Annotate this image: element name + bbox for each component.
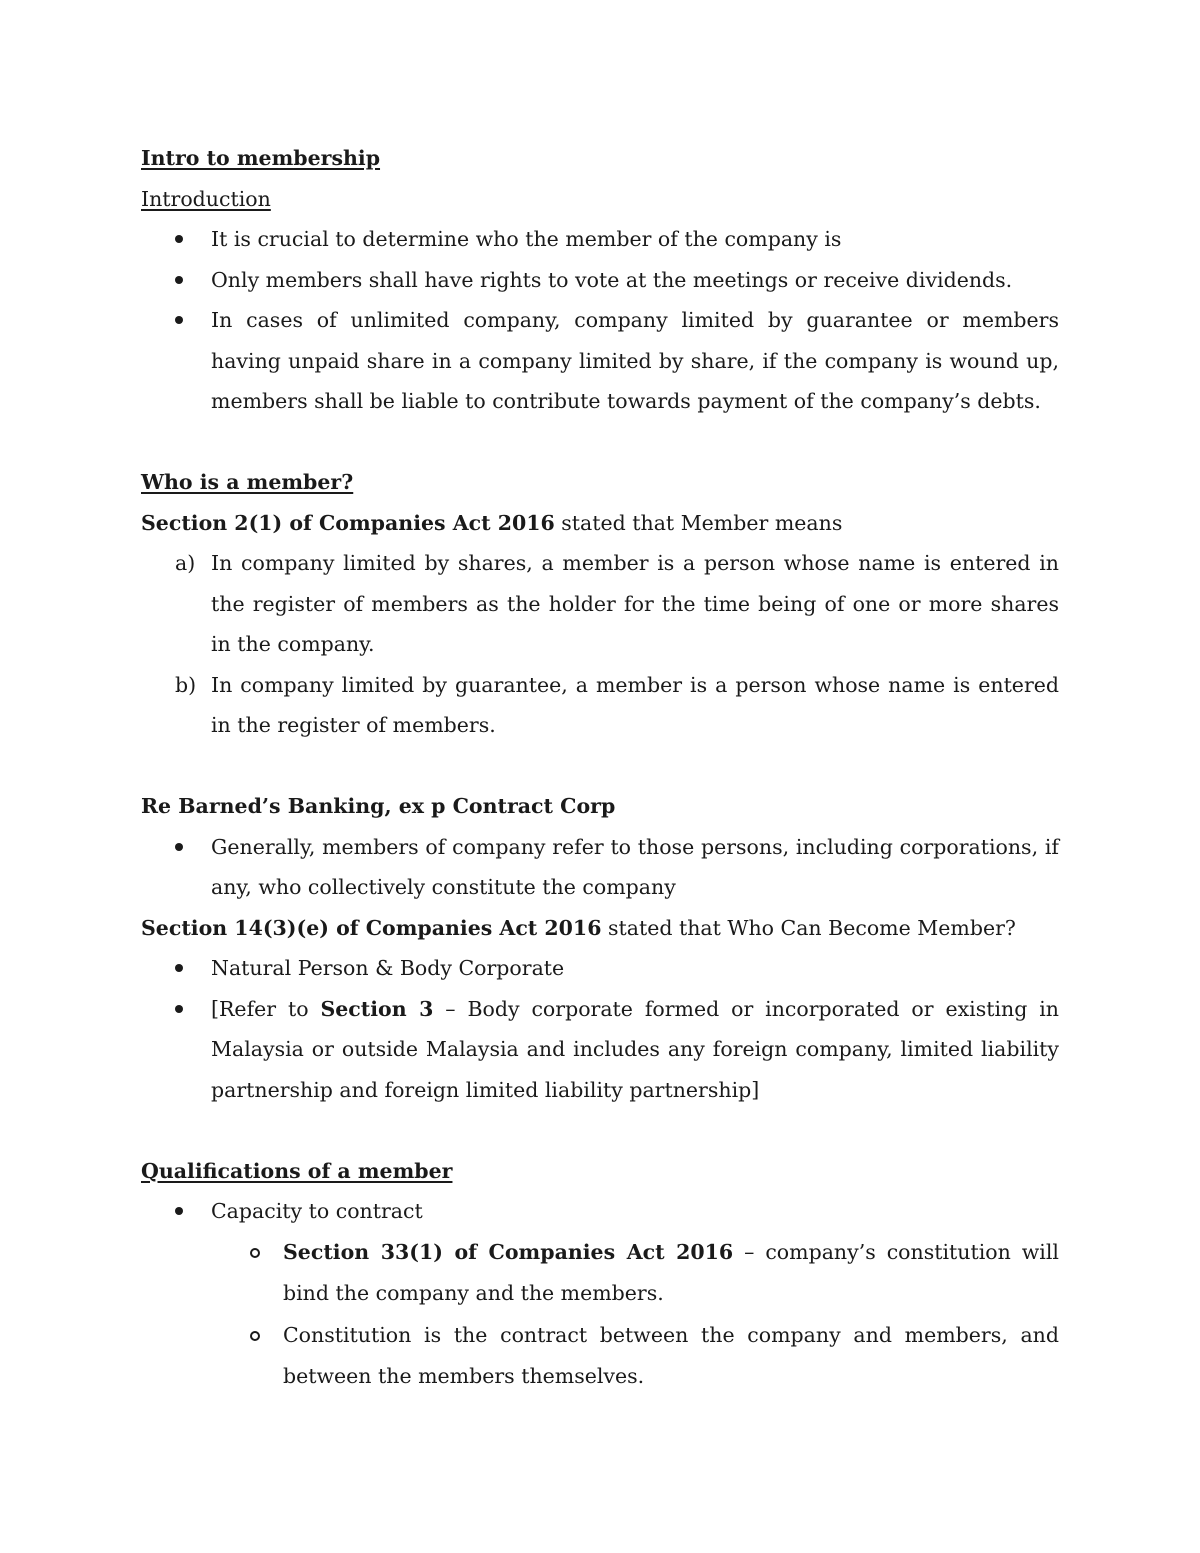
list-item: Only members shall have rights to vote at the meetings or receive dividends. [141,260,1059,301]
qualifications-bullet-list [141,1191,1059,1232]
case-bullet-list [141,827,1059,908]
section-title-who-is-member: Who is a member? [141,470,354,494]
list-item: Constitution is the contract between the company and members, and between the members themselves. [211,1315,1059,1398]
list-item-text: In company limited by guarantee, a member is a person whose name is entered in the register of members. [211,672,1059,737]
list-marker: a) [175,551,196,575]
list-item: Capacity to contract [141,1191,1059,1232]
spacer [141,746,1059,787]
qualifications-sub-list [211,1232,1059,1398]
list-item [211,1232,1059,1315]
statute-reference: Section 14(3)(e) of Companies Act 2016 [141,915,602,940]
text-fragment: – Body corporate formed or incorporated or existing in Malaysia or outside Malaysia and includes any foreign company, limited liability partnership and foreign limited liability partnership] [211,996,1059,1102]
list-item: It is crucial to determine who the member of the company is [141,219,1059,260]
list-item: Generally, members of company refer to those persons, including corporations, if any, who collectively constitute the company [141,827,1059,908]
spacer [141,422,1059,463]
list-item [141,665,1059,746]
who-can-become-list [141,948,1059,1110]
section-2-reference [141,503,1059,544]
text-fragment: [Refer to [211,996,321,1021]
section-title-qualifications: Qualifications of a member [141,1158,453,1183]
intro-bullet-list [141,219,1059,422]
statute-reference: Section 33(1) of Companies Act 2016 [283,1239,734,1264]
section-subtitle-introduction: Introduction [141,186,271,211]
list-item: Natural Person & Body Corporate [141,948,1059,989]
statute-reference: Section 3 [320,996,434,1021]
reference-text: stated that Who Can Become Member? [601,915,1016,940]
list-marker: b) [175,672,197,697]
spacer [141,1110,1059,1151]
section-14-reference [141,908,1059,949]
list-item-text: In company limited by shares, a member is a person whose name is entered in the register of members as the holder for the time being of one or more shares in the company. [211,551,1059,656]
member-definition-list [141,543,1059,746]
statute-reference: Section 2(1) of Companies Act 2016 [141,510,555,535]
reference-text: stated that Member means [554,510,843,535]
document-body [141,138,1059,1398]
section-title-intro: Intro to membership [141,146,381,170]
list-item: In cases of unlimited company, company limited by guarantee or members having unpaid share in a company limited by share, if the company is wound up, members shall be liable to contribute towards payment of the company’s debts. [141,300,1059,422]
list-item [141,543,1059,665]
text-fragment: – company’s constitution will bind the company and the members. [283,1239,1059,1305]
case-title: Re Barned’s Banking, ex p Contract Corp [141,794,616,818]
list-item [141,989,1059,1111]
